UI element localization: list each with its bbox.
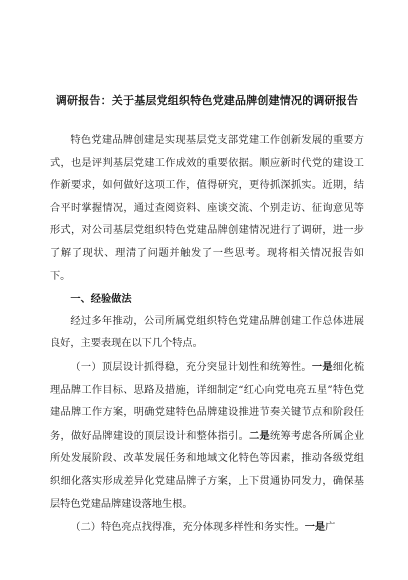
point-1-paragraph (50, 356, 364, 516)
point-1-text-first: 细化梳理品牌工作目标、思路及措施，详细制定“红心向党电亮五星”特色党建品牌工作方案，明确党建特色品牌建设推进节奏关键节点和阶段任务，做好品牌建设的顶层设计和整体指引。 (50, 361, 365, 442)
intro-paragraph: 特色党建品牌创建是实现基层党支部党建工作创新发展的重要方式，也是评判基层党建工作成效的重要依据。顺应新时代党的建设工作新要求，如何做好这项工作，值得研究，更待抓深抓实。近期，结合平时掌握情况，通过查阅资料、座谈交流、个别走访、征询意见等形式，对公司基层党组织特色党建品牌创建情况进行了调研，进一步了解了现状、理清了问题并触发了一些思考。现将相关情况报告如下。 (50, 135, 364, 282)
point-2-paragraph (50, 516, 364, 540)
point-1-lead: （一）顶层设计抓得稳，充分突显计划性和统筹性。 (70, 361, 312, 373)
point-1-text-second: 统筹考虑各所属企业所处发展阶段、改革发展任务和地域文化特色等因素，推动各级党组织细化落实形成差异化党建品牌子方案，上下贯通协同发力，确保基层特色党建品牌建设落地生根。 (50, 430, 365, 510)
section-heading-experience: 一、经验做法 (70, 293, 132, 306)
point-2-marker-first: 一是 (304, 521, 326, 534)
point-2-lead: （二）特色亮点找得准，充分体现多样性和务实性。 (70, 522, 305, 534)
point-2-text-first: 广 (325, 522, 336, 534)
point-1-marker-first: 一是 (311, 360, 333, 373)
section-intro-paragraph: 经过多年推动，公司所属党组织特色党建品牌创建工作总体进展良好，主要表现在以下几个特点。 (50, 315, 364, 350)
document-title: 调研报告：关于基层党组织特色党建品牌创建情况的调研报告 (55, 94, 359, 107)
point-1-marker-second: 二是 (249, 429, 271, 442)
